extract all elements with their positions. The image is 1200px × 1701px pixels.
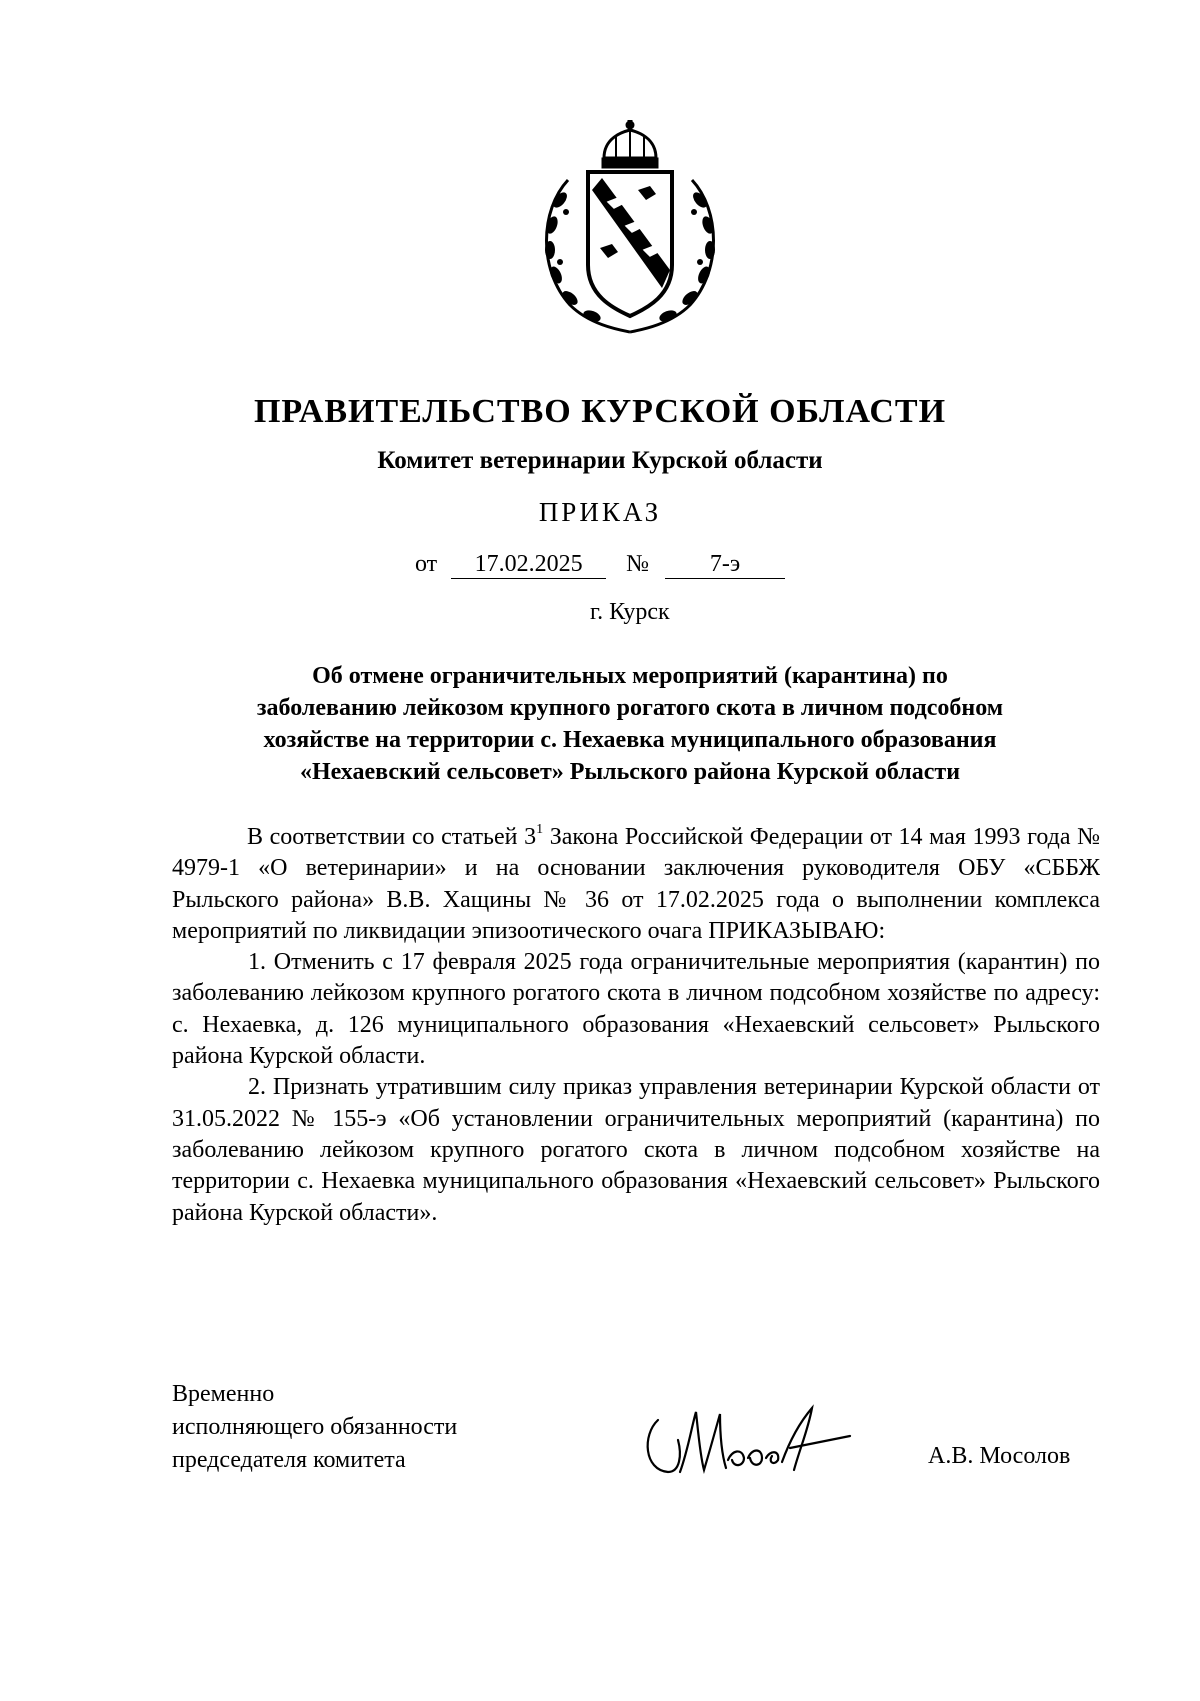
date-number-line bbox=[0, 551, 1200, 579]
order-date: 17.02.2025 bbox=[451, 551, 606, 579]
signer-position-line: председателя комитета bbox=[172, 1447, 406, 1473]
date-prefix: от bbox=[414, 551, 438, 577]
city: г. Курск bbox=[590, 599, 670, 625]
document-type: ПРИКАЗ bbox=[538, 497, 662, 527]
preamble-text-b: Закона Российской Федерации от 14 мая 1993 года № 4979-1 «О ветеринарии» и на основании заключения руководителя ОБУ «СББЖ Рыльского района» В.В. Хащины № 36 от 17.02.2025 года о выполнении комплекса мероприятий по ликвидации эпизоотического очага ПРИКАЗЫВАЮ: bbox=[172, 824, 1100, 944]
order-item-2: 2. Признать утратившим силу приказ управления ветеринарии Курской области от 31.05.2022 № 155-э «Об установлении ограничительных мероприятий (карантина) по заболеванию лейкозом крупного рогатого скота в личном подсобном хозяйстве на территории с. Нехаевка муниципального образования «Нехаевский сельсовет» Рыльского района Курской области». bbox=[172, 1074, 1100, 1226]
article-superscript: 1 bbox=[536, 822, 544, 837]
number-prefix: № bbox=[626, 551, 650, 577]
handwritten-signature-icon bbox=[640, 1400, 870, 1490]
document-title bbox=[160, 660, 1100, 788]
order-number: 7-э bbox=[665, 551, 785, 579]
organization-name: ПРАВИТЕЛЬСТВО КУРСКОЙ ОБЛАСТИ bbox=[253, 393, 947, 430]
title-line: хозяйстве на территории с. Нехаевка муниципального образования bbox=[263, 727, 997, 753]
signer-name: А.В. Мосолов bbox=[928, 1443, 1071, 1469]
signer-position-line: исполняющего обязанности bbox=[172, 1414, 458, 1440]
signer-position bbox=[172, 1378, 457, 1477]
title-line: заболеванию лейкозом крупного рогатого скота в личном подсобном bbox=[256, 695, 1004, 721]
title-line: Об отмене ограничительных мероприятий (карантина) по bbox=[312, 663, 948, 689]
document-body bbox=[172, 822, 1100, 1229]
preamble-text-a: В соответствии со статьей 3 bbox=[247, 824, 537, 850]
signer-position-line: Временно bbox=[172, 1381, 275, 1407]
title-line: «Нехаевский сельсовет» Рыльского района Курской области bbox=[299, 759, 961, 785]
preamble-paragraph bbox=[172, 822, 1100, 947]
committee-name: Комитет ветеринарии Курской области bbox=[377, 447, 823, 474]
order-item-1: 1. Отменить с 17 февраля 2025 года ограничительные мероприятия (карантин) по заболеванию лейкозом крупного рогатого скота в личном подсобном хозяйстве по адресу: с. Нехаевка, д. 126 муниципального образования «Нехаевский сельсовет» Рыльского района Курской области. bbox=[172, 949, 1100, 1070]
coat-of-arms-icon bbox=[530, 120, 730, 340]
